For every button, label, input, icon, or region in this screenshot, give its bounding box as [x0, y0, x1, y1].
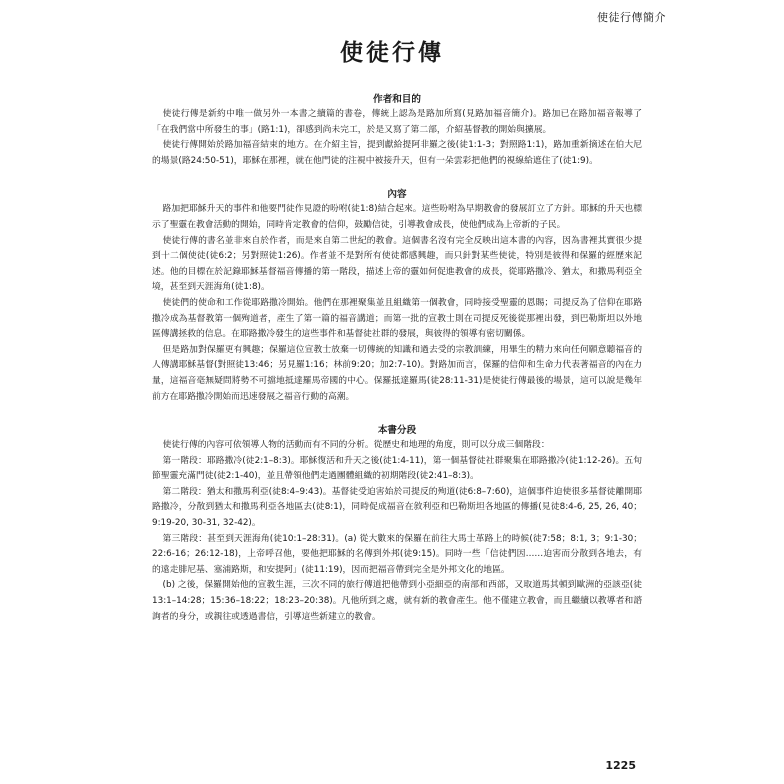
- section-author-purpose: [152, 92, 642, 169]
- paragraph: 第一階段：耶路撒冷(徒2:1–8:3)。耶穌復活和升天之後(徒1:4-11)，第一個基督徒社群聚集在耶路撒冷(徒1:12-26)。五旬節聖靈充滿門徒(徒2:1-40)，並且帶領他們走過團體組織的初期階段(徒2:41–8:3)。: [152, 455, 642, 482]
- paragraph: 使徒行傳的書名並非來自於作者，而是來自第二世紀的教會。這個書名沒有完全反映出這本書的內容，因為書裡其實很少提到十二個使徒(徒6:2；另對照徒1:26)。作者並不是對所有使徒都感興趣，而只針對某些使徒，特別是彼得和保羅的經歷來記述。他的目標在於記錄耶穌基督福音傳播的第一階段，描述上帝的靈如何促進教會的成長，從耶路撒冷、猶太，和撒馬利亞全境，甚至到天涯海角(徒1:8)。: [152, 235, 642, 293]
- paragraph: 使徒們的使命和工作從耶路撒冷開始。他們在那裡聚集並且組織第一個教會，同時接受聖靈的恩賜；司提反為了信仰在耶路撒冷成為基督教第一個殉道者，產生了第一篇的福音講道；而第一批的宣教士則在司提反死後從那裡出發，到巴勒斯坦以外地區傳講拯救的信息。在耶路撒冷發生的這些事件和基督徒社群的發展，與彼得的領導有密切關係。: [152, 297, 642, 340]
- paragraph: 使徒行傳的內容可依領導人物的活動而有不同的分析。從歷史和地理的角度，則可以分成三個階段：: [162, 440, 550, 451]
- page-body: [152, 92, 642, 625]
- section-outline: [152, 423, 642, 625]
- paragraph: 路加把耶穌升天的事件和他要門徒作見證的吩咐(徒1:8)結合起來。這些吩咐為早期教會的發展訂立了方針。耶穌的升天也標示了聖靈在教會活動的開始，同時肯定教會的信仰，鼓勵信徒，引導教會成長，使他們成為上帝新的子民。: [152, 204, 642, 230]
- section-heading: 作者和目的: [373, 94, 421, 105]
- paragraph: (b) 之後，保羅開始他的宣教生涯，三次不同的旅行傳道把他帶到小亞細亞的南部和西部，又取道馬其頓到歐洲的亞該亞(徒13:1–14:28；15:36–18:22；18:23–20:38)。凡他所到之處，就有新的教會產生。他不僅建立教會，而且繼續以教導者和諮詢者的身分，或親往或透過書信，引導這些新建立的教會。: [152, 580, 642, 622]
- running-header: 使徒行傳簡介: [597, 11, 666, 24]
- paragraph: 使徒行傳開始於路加福音結束的地方。在介紹主旨，提到獻給提阿非羅之後(徒1:1-3；對照路1:1)，路加重新摘述在伯大尼的場景(路24:50-51)，耶穌在那裡，就在他門徒的注視中被接升天，但有一朵雲彩把他們的視線給遮住了(徒1:9)。: [152, 140, 642, 166]
- paragraph: 使徒行傳是新約中唯一做另外一本書之續篇的書卷，傳統上認為是路加所寫(見路加福音簡介)。路加已在路加福音報導了「在我們當中所發生的事」(路1:1)，卻感到尚未完工，於是又寫了第二部，介紹基督教的開始與擴展。: [152, 109, 642, 135]
- page-number: 1225: [605, 759, 636, 772]
- paragraph: 但是路加對保羅更有興趣；保羅這位宣教士放棄一切傳統的知識和過去受的宗教訓練，用畢生的精力來向任何願意聽福音的人傳講耶穌基督(對照徒13:46；另見羅1:16；林前9:20；加2:7-10)。對路加而言，保羅的信仰和生命力代表著福音的內在力量，這福音毫無疑問將勢不可擋地抵達羅馬帝國的中心。保羅抵達羅馬(徒28:11-31)是使徒行傳最後的場景，這可以說是幾年前方在耶路撒冷開始而迅速發展之福音行動的高潮。: [152, 344, 642, 402]
- section-heading: 本書分段: [377, 425, 417, 437]
- paragraph: 第二階段：猶太和撒馬利亞(徒8:4–9:43)。基督徒受迫害始於司提反的殉道(徒6:8–7:60)，這個事件迫使很多基督徒離開耶路撒冷，分散到猶太和撒馬利亞各地區去(徒8:1)，同時促成福音在敘利亞和巴勒斯坦各地區的傳播(見徒8:4-6, 25, 26, 40；9:19-20, 30-31, 32-42)。: [152, 486, 642, 529]
- page-title: 使徒行傳: [340, 39, 444, 66]
- section-contents: [152, 187, 642, 405]
- section-heading: 內容: [387, 189, 407, 201]
- paragraph: 第三階段：甚至到天涯海角(徒10:1–28:31)。(a) 從大數來的保羅在前往大馬士革路上的時候(徒7:58；8:1, 3；9:1-30；22:6-16；26:12-18)，上帝呼召他，要他把耶穌的名傳到外邦(徒9:15)。同時一些「信徒們因……迫害而分散到各地去，有的遠走腓尼基、塞浦路斯，和安提阿」(徒11:19)，因而把福音帶到完全是外邦文化的地區。: [152, 533, 642, 575]
